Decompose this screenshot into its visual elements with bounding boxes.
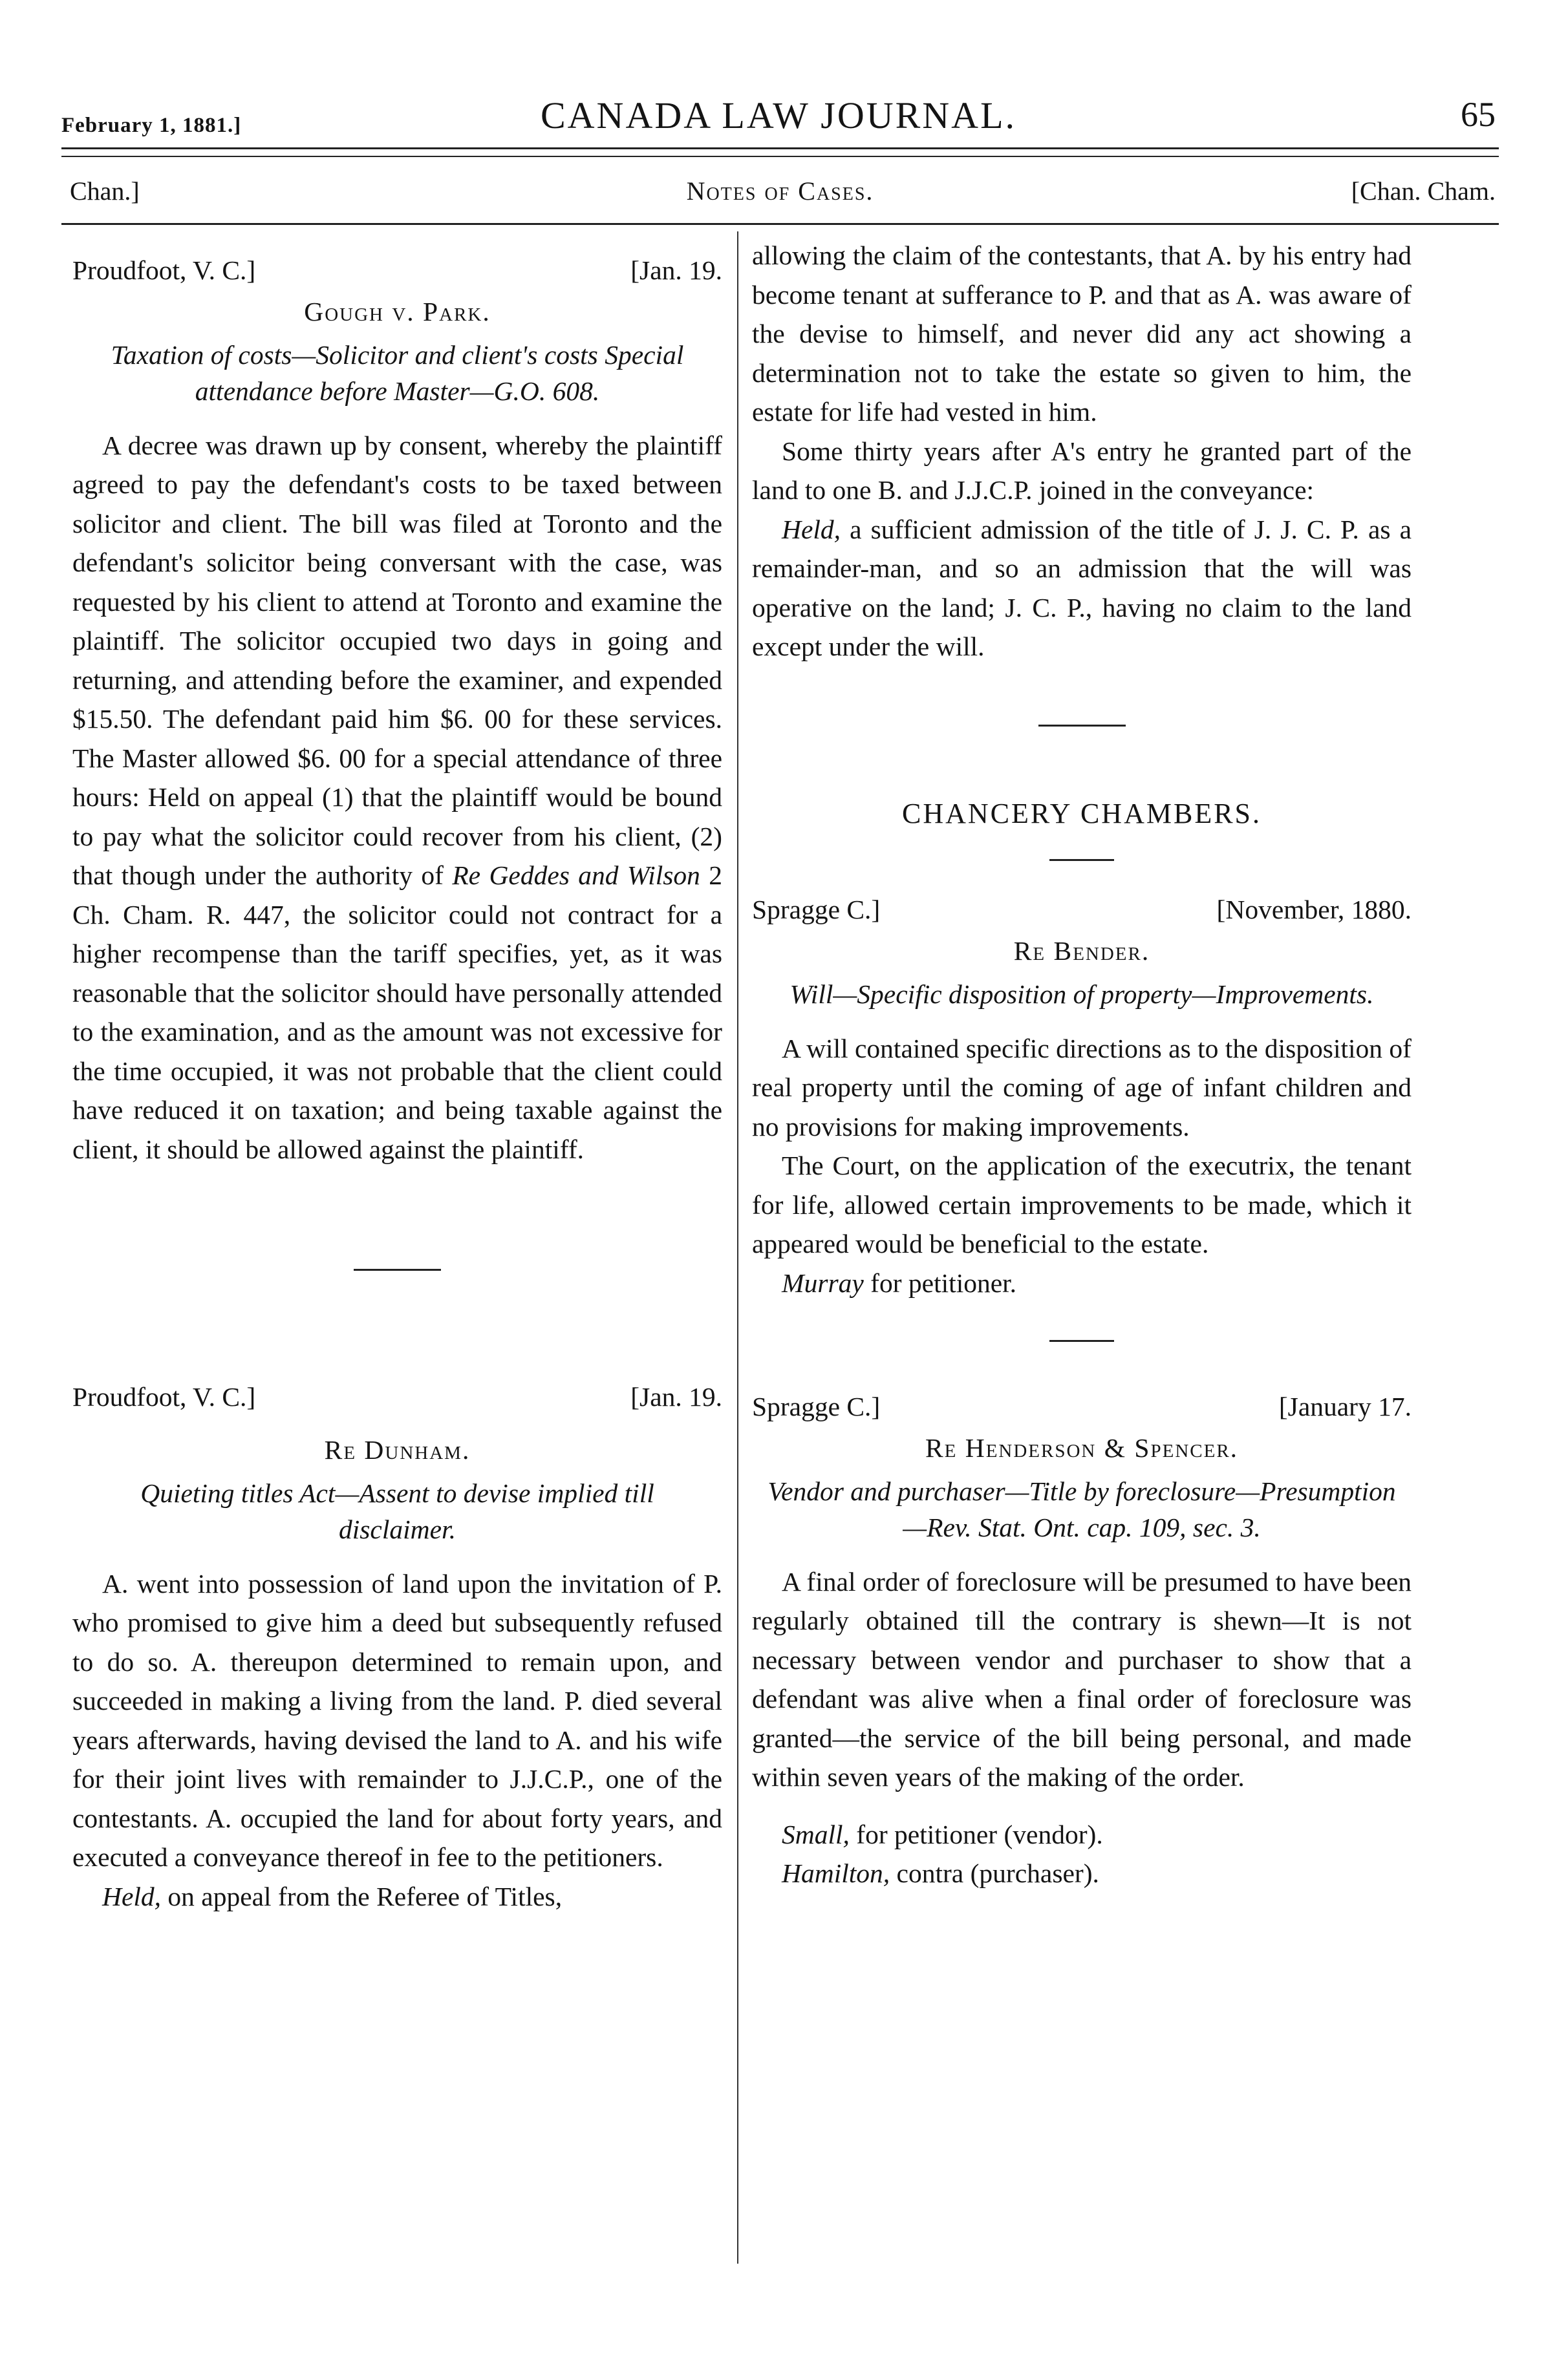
header-double-rule (61, 147, 1499, 157)
section-subhead (65, 176, 1496, 215)
paragraph: Some thirty years after A's entry he granted part of the land to one B. and J.J.C.P. joined in the conveyance: (752, 436, 1412, 505)
case-date: [November, 1880. (1216, 895, 1412, 924)
case-headnote: Quieting titles Act—Assent to devise implied till disclaimer. (140, 1478, 654, 1544)
case-headnote: Vendor and purchaser—Title by foreclosure—Presumption—Rev. Stat. Ont. cap. 109, sec. 3. (768, 1476, 1396, 1542)
case-citation-line (752, 1387, 1412, 1427)
section-title: CHANCERY CHAMBERS. (901, 797, 1262, 829)
held-word: Held, (782, 514, 841, 544)
judge-name: Proudfoot, V. C.] (72, 255, 256, 285)
center-section-label: Notes of Cases. (686, 176, 874, 206)
case-body: The Court, on the application of the executrix, the tenant for life, allowed certain improvements to be made, which it appeared would be beneficial to the estate. (752, 1151, 1412, 1259)
counsel-role: for petitioner. (870, 1268, 1017, 1298)
judge-name: Proudfoot, V. C.] (72, 1382, 256, 1412)
case-title: Re Bender. (1013, 936, 1150, 966)
case-date: [January 17. (1278, 1392, 1412, 1421)
held-text: a sufficient admission of the title of J. J. C. P. as a remainder-man, and so an admission that the will was operative on the land; J. C. P., having no claim to the land except under the will. (752, 514, 1412, 661)
column-divider (737, 231, 738, 2264)
counsel-line (752, 1815, 1412, 1854)
counsel-role: for petitioner (vendor). (856, 1819, 1103, 1849)
left-section-label: Chan.] (70, 176, 140, 206)
held-word: Held, (102, 1881, 162, 1911)
journal-title: CANADA LAW JOURNAL. (540, 94, 1016, 136)
citation: Re Geddes and Wilson (452, 860, 700, 890)
case-citation-line (752, 890, 1412, 930)
case-body (72, 426, 722, 1169)
body-text-end: 2 Ch. Cham. R. 447, the solicitor could not contract for a higher recompense than the tariff specifies, yet, as it was reasonable that the solicitor should have personally attended to the examination, and as the amount was not excessive for the time occupied, it was not probable that the client could have reduced it on taxation; and being taxable against the client, it should be allowed against the plaintiff. (72, 860, 723, 1164)
counsel-name: Murray (782, 1268, 864, 1298)
page-number: 65 (1461, 95, 1496, 134)
continued-text: allowing the claim of the contestants, that A. by his entry had become tenant at sufferance to P. and that as A. was aware of the devise to himself, and never did any act showing a determination not to take the estate so given to him, the estate for life had vested in him. (752, 240, 1412, 427)
held-paragraph (72, 1877, 722, 1917)
subhead-rule (61, 223, 1499, 225)
case-body: A. went into possession of land upon the invitation of P. who promised to give him a deed but subsequently refused to do so. A. thereupon determined to remain upon, and succeeded in making a living from the land. P. died several years afterwards, having devised the land to A. and his wife for their joint lives with remainder to J.J.C.P., one of the contestants. A. occupied the land for about forty years, and executed a conveyance thereof in fee to the petitioners. (72, 1568, 722, 1872)
counsel-line (752, 1854, 1412, 1893)
left-column (72, 251, 722, 1916)
case-title: Gough v. Park. (304, 297, 491, 326)
running-head (61, 90, 1496, 142)
counsel-line (752, 1264, 1412, 1303)
case-title: Re Henderson & Spencer. (925, 1433, 1239, 1463)
counsel-role: contra (purchaser). (896, 1858, 1099, 1888)
right-column (752, 236, 1412, 1893)
right-section-label: [Chan. Cham. (1351, 176, 1496, 206)
case-citation-line (72, 251, 722, 291)
case-body: A will contained specific directions as to the disposition of real property until the coming of age of infant children and no provisions for making improvements. (752, 1033, 1412, 1142)
judge-name: Spragge C.] (752, 895, 881, 924)
held-text: on appeal from the Referee of Titles, (167, 1881, 563, 1911)
body-text: A decree was drawn up by consent, whereby the plaintiff agreed to pay the defendant's costs to be taxed between solicitor and client. The bill was filed at Toronto and the defendant's solicitor being conversant with the case, was requested by his client to attend at Toronto and examine the plaintiff. The solicitor occupied two days in going and returning, and attending before the examiner, and expended $15.50. The defendant paid him $6. 00 for these services. The Master allowed $6. 00 for a special attendance of three hours: Held on appeal (1) that the plaintiff would be bound to pay what the solicitor could recover from his client, (2) that though under the authority of (72, 430, 722, 890)
case-title: Re Dunham. (324, 1435, 471, 1465)
judge-name: Spragge C.] (752, 1392, 881, 1421)
case-citation-line (72, 1377, 722, 1418)
case-body: A final order of foreclosure will be presumed to have been regularly obtained till the contrary is shewn—It is not necessary between vendor and purchaser to show that a defendant was alive when a final order of foreclosure was granted—the service of the bill being personal, and made within seven years of the making of the order. (752, 1566, 1412, 1792)
issue-date: February 1, 1881.] (61, 114, 242, 137)
case-headnote: Will—Specific disposition of property—Improvements. (789, 979, 1374, 1009)
case-headnote: Taxation of costs—Solicitor and client's costs Special attendance before Master—G.O. 608. (111, 339, 684, 406)
held-paragraph (752, 510, 1412, 666)
counsel-name: Small, (782, 1819, 850, 1849)
case-date: [Jan. 19. (630, 255, 722, 285)
counsel-name: Hamilton, (782, 1858, 890, 1888)
case-date: [Jan. 19. (630, 1382, 722, 1412)
